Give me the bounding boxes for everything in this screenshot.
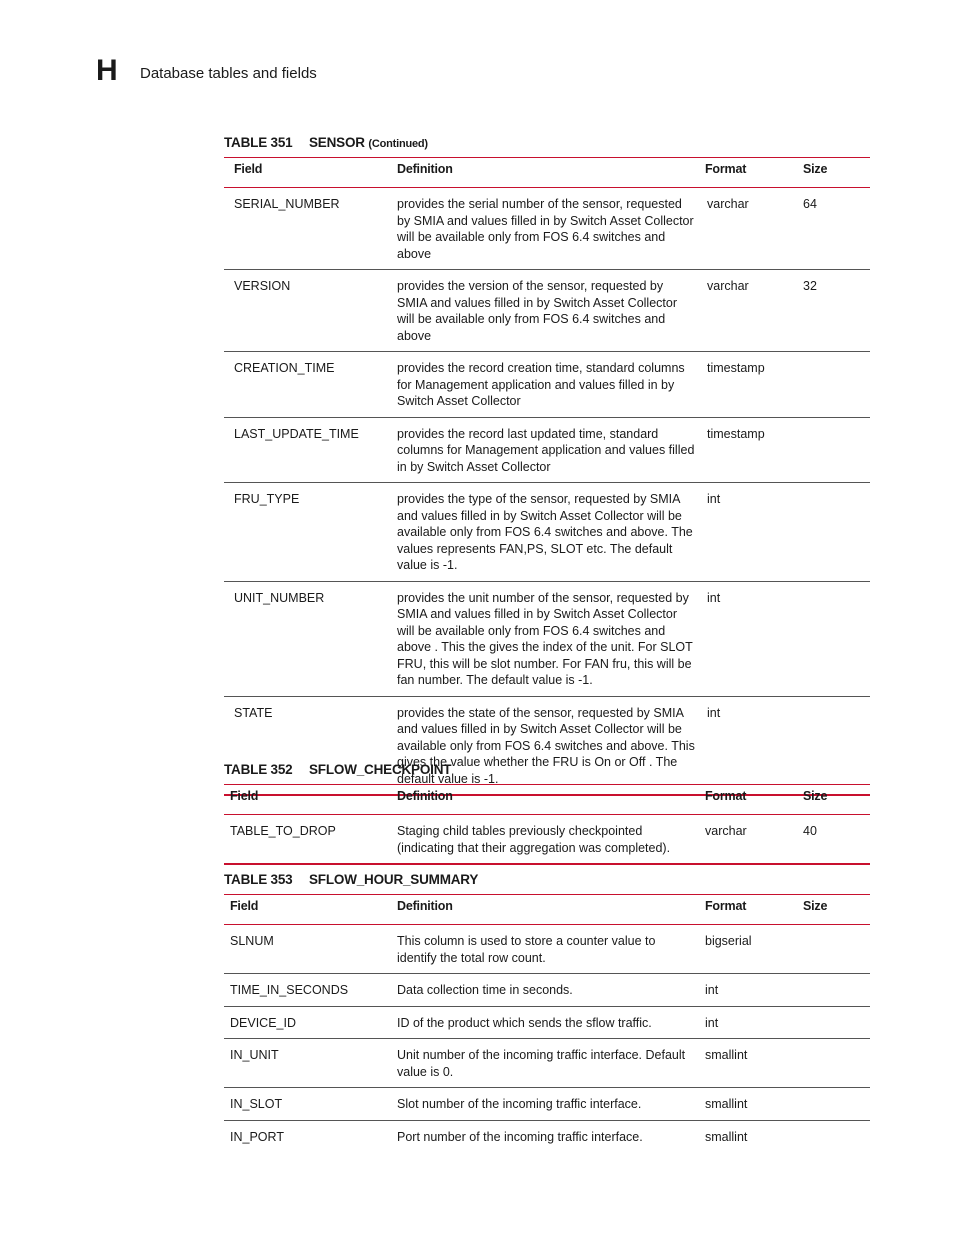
column-header-format: Format [705, 789, 747, 804]
cell-definition: ID of the product which sends the sflow traffic. [391, 1006, 699, 1039]
table-352-name: SFLOW_CHECKPOINT [309, 762, 452, 777]
column-header-field: Field [230, 789, 259, 804]
cell-definition: provides the record last updated time, standard columns for Management application and values filled in by Switch Asset Collector [391, 417, 699, 483]
cell-definition: This column is used to store a counter value to identify the total row count. [391, 925, 699, 974]
table-row [224, 188, 870, 270]
table-353-caption [224, 872, 478, 887]
table-row [224, 1120, 870, 1152]
cell-field: IN_UNIT [224, 1039, 391, 1088]
cell-field: SLNUM [224, 925, 391, 974]
cell-field: SERIAL_NUMBER [224, 188, 391, 270]
cell-field: LAST_UPDATE_TIME [224, 417, 391, 483]
table-row [224, 581, 870, 696]
table-row [224, 352, 870, 418]
table-row [224, 1039, 870, 1088]
cell-format: int [699, 581, 797, 696]
cell-format: bigserial [699, 925, 797, 974]
cell-size [797, 483, 870, 582]
cell-format: smallint [699, 1088, 797, 1121]
column-header-size: Size [803, 162, 828, 177]
cell-size [797, 1120, 870, 1152]
cell-size [797, 1006, 870, 1039]
cell-format: int [699, 1006, 797, 1039]
table-row [224, 925, 870, 974]
cell-field: UNIT_NUMBER [224, 581, 391, 696]
cell-size [797, 696, 870, 795]
table-352-label: TABLE 352 [224, 762, 293, 777]
table-row [224, 483, 870, 582]
table-351-name: SENSOR [309, 135, 365, 150]
table-352 [224, 784, 870, 865]
cell-field: STATE [224, 696, 391, 795]
table-row [224, 696, 870, 795]
cell-size [797, 352, 870, 418]
table-353 [224, 894, 870, 1152]
cell-field: CREATION_TIME [224, 352, 391, 418]
cell-field: FRU_TYPE [224, 483, 391, 582]
table-row [224, 270, 870, 352]
table-353-name: SFLOW_HOUR_SUMMARY [309, 872, 479, 887]
cell-field: TABLE_TO_DROP [224, 815, 391, 865]
cell-definition: provides the state of the sensor, requested by SMIA and values filled in by Switch Asset Collector will be available only from FOS 6.4 switches and above. This gives the value whether the FRU is On or Off . The default value is -1. [391, 696, 699, 795]
cell-format: varchar [699, 270, 797, 352]
table-header-row [224, 158, 870, 188]
cell-format: smallint [699, 1039, 797, 1088]
table-351 [224, 157, 870, 796]
cell-definition: Data collection time in seconds. [391, 974, 699, 1007]
table-row [224, 1088, 870, 1121]
cell-format: int [699, 696, 797, 795]
table-row [224, 1006, 870, 1039]
cell-size [797, 974, 870, 1007]
table-353-label: TABLE 353 [224, 872, 293, 887]
table-351-caption [224, 135, 428, 150]
column-header-field: Field [230, 899, 259, 914]
table-row [224, 815, 870, 865]
column-header-definition: Definition [397, 789, 453, 804]
cell-format: timestamp [699, 417, 797, 483]
cell-size [797, 1088, 870, 1121]
cell-format: smallint [705, 1129, 748, 1144]
cell-definition: provides the version of the sensor, requested by SMIA and values filled in by Switch Asset Collector will be available only from FOS 6.4 switches and above [391, 270, 699, 352]
table-header-row [224, 895, 870, 925]
cell-definition: Port number of the incoming traffic interface. [397, 1129, 643, 1144]
column-header-definition: Definition [397, 162, 453, 177]
column-header-format: Format [705, 162, 747, 177]
cell-definition: Staging child tables previously checkpointed (indicating that their aggregation was completed). [391, 815, 699, 865]
cell-field: IN_PORT [230, 1129, 284, 1144]
chapter-title: Database tables and fields [140, 65, 317, 82]
cell-format: int [699, 483, 797, 582]
cell-size: 64 [797, 188, 870, 270]
cell-definition: provides the type of the sensor, requested by SMIA and values filled in by Switch Asset Collector will be available only from FOS 6.4 switches and above. The values represents FAN,PS, SLOT etc. The default value is -1. [391, 483, 699, 582]
column-header-format: Format [705, 899, 747, 914]
table-352-caption [224, 762, 451, 777]
column-header-size: Size [803, 899, 828, 914]
cell-field: TIME_IN_SECONDS [224, 974, 391, 1007]
cell-field: IN_SLOT [224, 1088, 391, 1121]
table-row [224, 417, 870, 483]
table-row [224, 974, 870, 1007]
column-header-size: Size [803, 789, 828, 804]
cell-field: DEVICE_ID [224, 1006, 391, 1039]
cell-size [797, 925, 870, 974]
cell-field: VERSION [224, 270, 391, 352]
cell-size [797, 1039, 870, 1088]
table-351-label: TABLE 351 [224, 135, 293, 150]
chapter-letter: H [96, 54, 118, 87]
cell-size: 32 [797, 270, 870, 352]
cell-definition: provides the unit number of the sensor, requested by SMIA and values filled in by Switch Asset Collector will be available only from FOS 6.4 switches and above . This the gives the index of the unit. For SLOT FRU, this will be slot number. For FAN fru, this will be fan number. The default value is -1. [391, 581, 699, 696]
cell-format: varchar [699, 188, 797, 270]
cell-definition: Slot number of the incoming traffic interface. [391, 1088, 699, 1121]
column-header-definition: Definition [397, 899, 453, 914]
column-header-field: Field [234, 162, 263, 177]
table-351-continued: (Continued) [368, 138, 428, 150]
cell-definition: provides the record creation time, standard columns for Management application and values filled in by Switch Asset Collector [391, 352, 699, 418]
cell-definition: Unit number of the incoming traffic interface. Default value is 0. [391, 1039, 699, 1088]
cell-size: 40 [797, 815, 870, 865]
cell-format: timestamp [699, 352, 797, 418]
cell-format: int [699, 974, 797, 1007]
cell-size [797, 417, 870, 483]
cell-size [797, 581, 870, 696]
cell-definition: provides the serial number of the sensor, requested by SMIA and values filled in by Switch Asset Collector will be available only from FOS 6.4 switches and above [391, 188, 699, 270]
cell-format: varchar [699, 815, 797, 865]
table-header-row [224, 785, 870, 815]
